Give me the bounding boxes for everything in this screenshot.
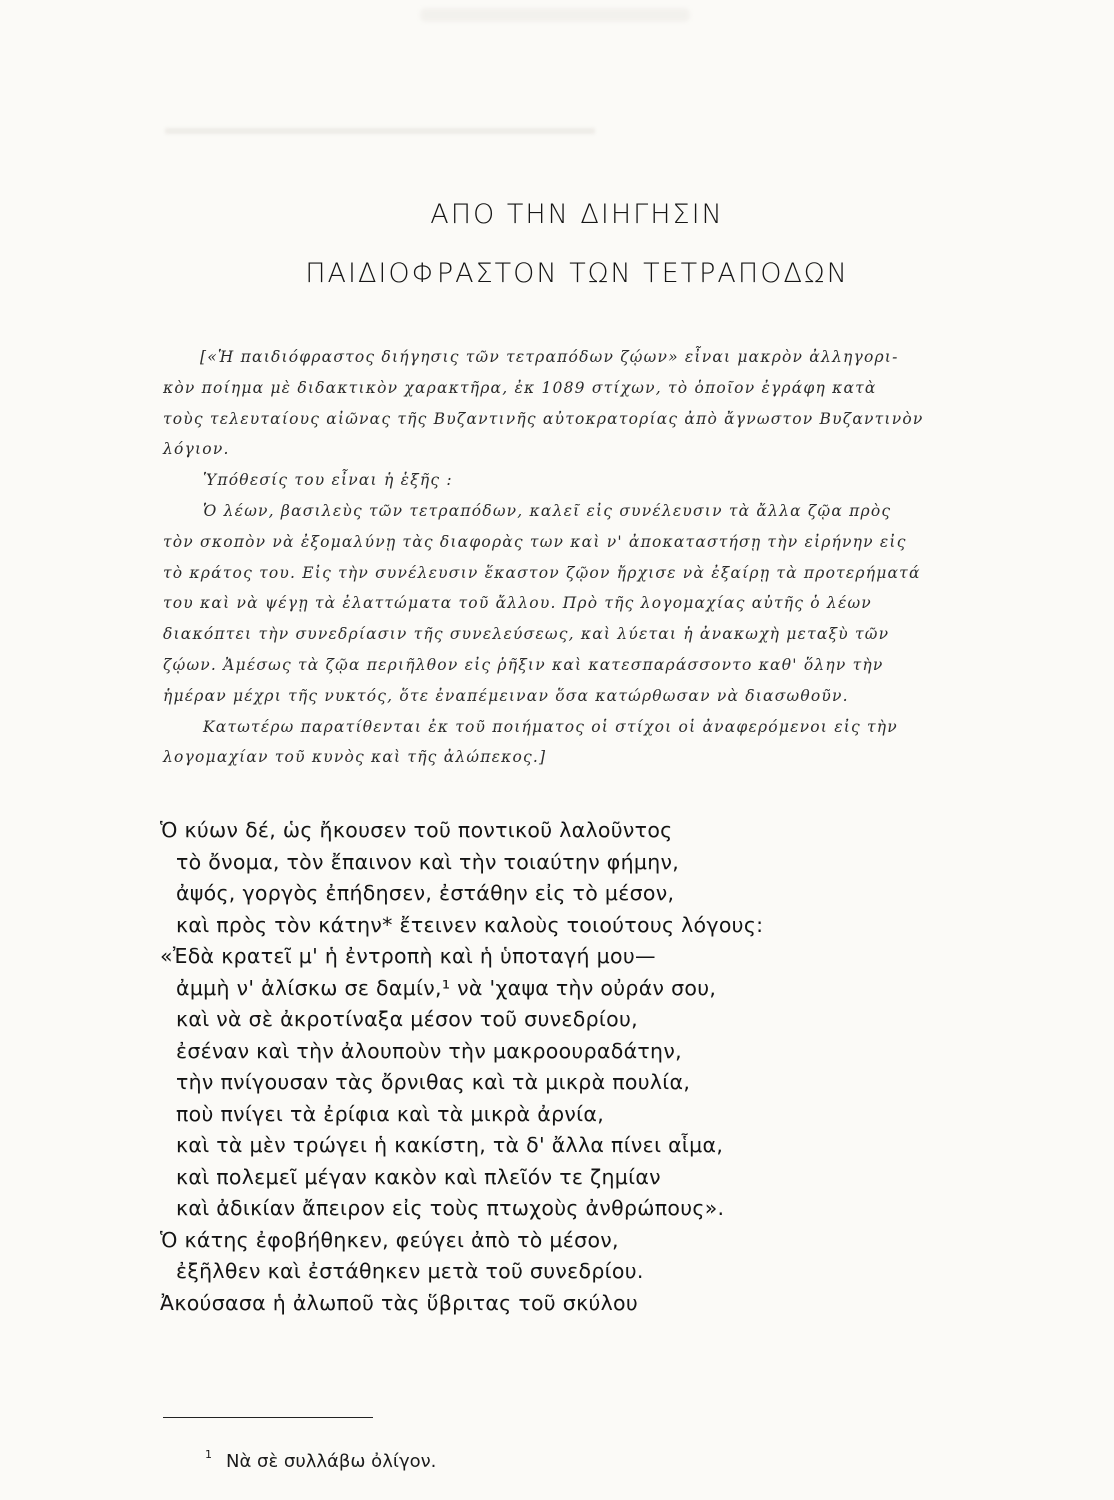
poem-line: καὶ νὰ σὲ ἀκροτίναξα μέσον τοῦ συνεδρίου, <box>176 1007 638 1031</box>
poem-line: ἀψός, γοργὸς ἐπήδησεν, ἐστάθην εἰς τὸ μέσον, <box>176 881 675 905</box>
poem-line: ἀμμὴ ν' ἀλίσκω σε δαμίν,¹ νὰ 'χαψα τὴν οὐράν σου, <box>176 975 717 1000</box>
intro-line: λογομαχίαν τοῦ κυνὸς καὶ τῆς ἀλώπεκος.] <box>163 748 547 767</box>
intro-line: τὸ κράτος του. Εἰς τὴν συνέλευσιν ἕκαστον ζῷον ἤρχισε νὰ ἐξαίρῃ τὰ προτερήματά <box>163 563 921 582</box>
poem-line: τὴν πνίγουσαν τὰς ὄρνιθας καὶ τὰ μικρὰ πουλία, <box>176 1070 691 1094</box>
poem-text <box>160 815 1060 1319</box>
poem-line: «Ἐδὰ κρατεῖ μ' ἡ ἐντροπὴ καὶ ἡ ὑποταγή μου— <box>160 944 656 968</box>
footnote <box>205 1450 436 1472</box>
intro-paragraph <box>163 342 1043 773</box>
poem-line: Ἀκούσασα ἡ ἀλωποῦ τὰς ὕβριτας τοῦ σκύλου <box>160 1290 639 1315</box>
intro-line: λόγιον. <box>163 440 230 459</box>
intro-line: Ὁ λέων, βασιλεὺς τῶν τετραπόδων, καλεῖ εἰς συνέλευσιν τὰ ἄλλα ζῷα πρὸς <box>203 501 892 520</box>
intro-line: κὸν ποίημα μὲ διδακτικὸν χαρακτῆρα, ἐκ 1089 στίχων, τὸ ὁποῖον ἐγράφη κατὰ <box>163 378 877 397</box>
poem-line: καὶ πολεμεῖ μέγαν κακὸν καὶ πλεῖόν τε ζημίαν <box>176 1164 661 1189</box>
footnote-text: Νὰ σὲ συλλάβω ὀλίγον. <box>226 1451 437 1472</box>
intro-line: τοὺς τελευταίους αἰῶνας τῆς Βυζαντινῆς αὐτοκρατορίας ἀπὸ ἄγνωστον Βυζαντινὸν <box>163 409 924 428</box>
intro-line: διακόπτει τὴν συνεδρίασιν τῆς συνελεύσεως, καὶ λύεται ἡ ἀνακωχὴ μεταξὺ τῶν <box>163 625 890 644</box>
page-title-line-2: ΠΑΙΔΙΟΦΡΑΣΤΟΝ ΤΩΝ ΤΕΤΡΑΠΟΔΩΝ <box>305 258 849 289</box>
intro-line: του καὶ νὰ ψέγῃ τὰ ἐλαττώματα τοῦ ἄλλου. Πρὸ τῆς λογομαχίας αὐτῆς ὁ λέων <box>163 594 872 613</box>
poem-line: Ὁ κύων δέ, ὡς ἤκουσεν τοῦ ποντικοῦ λαλοῦντος <box>160 818 673 842</box>
footnote-marker: 1 <box>205 1448 212 1461</box>
intro-line: [«Ἡ παιδιόφραστος διήγησις τῶν τετραπόδων ζῴων» εἶναι μακρὸν ἀλληγορι- <box>200 348 899 366</box>
poem-line: καὶ ἀδικίαν ἄπειρον εἰς τοὺς πτωχοὺς ἀνθρώπους». <box>176 1196 725 1220</box>
poem-line: τὸ ὄνομα, τὸν ἔπαινον καὶ τὴν τοιαύτην φήμην, <box>176 849 680 874</box>
page-title-line-1: ΑΠΟ ΤΗΝ ΔΙΗΓΗΣΙΝ <box>430 199 724 230</box>
intro-line: Ὑπόθεσίς του εἶναι ἡ ἑξῆς : <box>203 471 453 490</box>
intro-line: ἡμέραν μέχρι τῆς νυκτός, ὅτε ἐναπέμειναν ὅσα κατώρθωσαν νὰ διασωθοῦν. <box>163 686 849 705</box>
intro-line: τὸν σκοπὸν νὰ ἐξομαλύνῃ τὰς διαφορὰς των καὶ ν' ἀποκαταστήσῃ τὴν εἰρήνην εἰς <box>163 532 907 551</box>
poem-line: ποὺ πνίγει τὰ ἐρίφια καὶ τὰ μικρὰ ἀρνία, <box>176 1101 605 1126</box>
poem-line: καὶ πρὸς τὸν κάτην* ἔτεινεν καλοὺς τοιούτους λόγους: <box>176 912 764 937</box>
poem-line: Ὁ κάτης ἐφοβήθηκεν, φεύγει ἀπὸ τὸ μέσον, <box>160 1227 619 1252</box>
poem-line: ἐξῆλθεν καὶ ἐστάθηκεν μετὰ τοῦ συνεδρίου. <box>176 1259 644 1283</box>
intro-line: Κατωτέρω παρατίθενται ἐκ τοῦ ποιήματος οἱ στίχοι οἱ ἀναφερόμενοι εἰς τὴν <box>203 717 898 736</box>
intro-line: ζῴων. Ἀμέσως τὰ ζῷα περιῆλθον εἰς ῥῆξιν καὶ κατεσπαράσσοντο καθ' ὅλην τὴν <box>163 655 884 674</box>
poem-line: ἐσέναν καὶ τὴν ἀλουποὺν τὴν μακροουραδάτην, <box>176 1038 682 1063</box>
bleed-through-header <box>420 8 690 22</box>
footnote-divider <box>163 1417 373 1418</box>
poem-line: καὶ τὰ μὲν τρώγει ἡ κακίστη, τὰ δ' ἄλλα πίνει αἷμα, <box>176 1133 724 1157</box>
bleed-through-line <box>165 128 595 134</box>
